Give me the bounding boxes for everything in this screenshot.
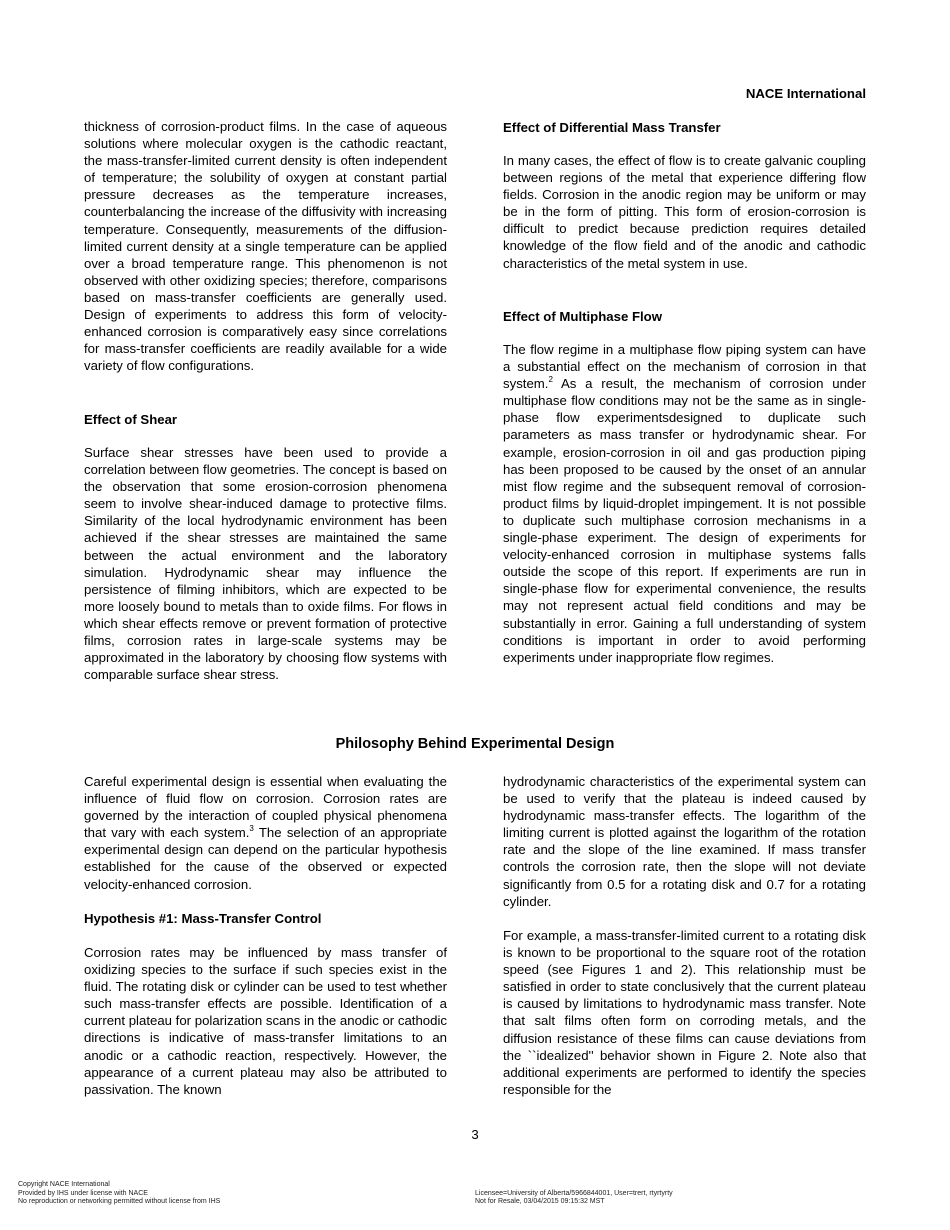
paragraph (503, 341, 866, 666)
footnote-ref: 2 (548, 375, 553, 385)
footer-left (18, 1181, 220, 1207)
text: Careful experimental design is essential when evaluating the influence of fluid flow on corrosion. Corrosion rates are governed by the interaction of coupled physical phenomena that vary with each system. (84, 774, 447, 841)
page-number: 3 (471, 1127, 479, 1142)
text: The flow regime in a multiphase flow piping system can have a substantial effect on the mechanism of corrosion in that system. (503, 342, 866, 392)
footnote-ref: 3 (249, 824, 254, 834)
paragraph: Surface shear stresses have been used to provide a correlation between flow geometries. The concept is based on the observation that some erosion-corrosion phenomena seem to involve shear-induced damage to protective films. Similarity of the local hydrodynamic environment has been achieved if the shear stresses are maintained the same between the actual environment and the laboratory simulation. Hydrodynamic shear may influence the persistence of filming inhibitors, which are expected to be more loosely bound to metals than to oxide films. For flows in which shear effects remove or prevent formation of protective films, corrosion rates in large-scale systems may be approximated in the laboratory by choosing flow systems with comparable surface shear stress. (84, 445, 447, 683)
footer-line: Copyright NACE International (18, 1181, 110, 1188)
footer-line: Licensee=University of Alberta/5966844001, User=trert, rtyrtyrty (475, 1189, 673, 1197)
paragraph: thickness of corrosion-product films. In the case of aqueous solutions where molecular oxygen is the cathodic reactant, the mass-transfer-limited current density is often independent of temperature; the solubility of oxygen at constant partial pressure decreases as the temperature increases, counterbalancing the increase of the diffusivity with increasing temperature. Consequently, measurements of the diffusion-limited current density at a single temperature can be applied over a broad temperature range. This phenomenon is not observed with other oxidizing species; therefore, comparisons based on mass-transfer coefficients are generally used. Design of experiments to address this form of velocity-enhanced corrosion is comparatively easy since correlations for mass-transfer coefficients are readily available for a wide variety of flow configurations. (84, 119, 447, 374)
footer-line: Not for Resale, 03/04/2015 09:15:32 MST (475, 1198, 605, 1205)
footer-line: Provided by IHS under license with NACE (18, 1189, 148, 1197)
section-title: Philosophy Behind Experimental Design (335, 736, 615, 752)
text: The selection of an appropriate experimental design can depend on the particular hypothesis established for the cause of the observed or expected velocity-enhanced corrosion. (84, 825, 447, 892)
section-heading-multiphase: Effect of Multiphase Flow (503, 309, 662, 324)
paragraph: In many cases, the effect of flow is to create galvanic coupling between regions of the metal that experience differing flow fields. Corrosion in the anodic region may be uniform or may be in the form of pitting. This form of erosion-corrosion is difficult to predict because prediction requires detailed knowledge of the flow field and of the anodic and cathodic characteristics of the metal system in use. (503, 153, 866, 271)
section-heading-hypothesis: Hypothesis #1: Mass-Transfer Control (84, 911, 322, 926)
footer-right (475, 1190, 673, 1207)
text: As a result, the mechanism of corrosion under multiphase flow conditions may not be the same as in single-phase flow experimentsdesigned to duplicate such parameters as mass transfer or hydrodynamic shear. For example, erosion-corrosion in oil and gas production piping has been proposed to be caused by the onset of an annular mist flow regime and the subsequent removal of corrosion-product films by liquid-droplet impingement. It is not possible to duplicate such multiphase corrosion mechanisms in a single-phase experiment. The design of experiments for velocity-enhanced corrosion in multiphase systems falls outside the scope of this report. If experiments are run in single-phase flow for experimental convenience, the results may not represent actual field conditions and may be substantially in error. Gaining a full understanding of system conditions is important in order to avoid performing experiments under inappropriate flow regimes. (503, 376, 866, 665)
header-org: NACE International (745, 86, 866, 101)
section-heading-differential: Effect of Differential Mass Transfer (503, 120, 721, 135)
footer-line: No reproduction or networking permitted without license from IHS (18, 1198, 221, 1205)
paragraph: hydrodynamic characteristics of the experimental system can be used to verify that the plateau is indeed caused by hydrodynamic mass-transfer effects. The logarithm of the limiting current is plotted against the logarithm of the rotation rate and the slope of the line examined. If mass transfer controls the corrosion rate, then the slope will not deviate significantly from 0.5 for a rotating disk and 0.7 for a rotating cylinder. (503, 774, 866, 909)
paragraph: For example, a mass-transfer-limited current to a rotating disk is known to be proportional to the square root of the rotation speed (see Figures 1 and 2). This relationship must be satisfied in order to state conclusively that the current plateau is caused by limitations to hydrodynamic mass transfer. Note that salt films often form on corroding metals, and the diffusion resistance of these films can cause deviations from the ``idealized'' behavior shown in Figure 2. Note also that additional experiments are performed to identify the species responsible for the (503, 928, 866, 1097)
paragraph: Corrosion rates may be influenced by mass transfer of oxidizing species to the surface if such species exist in the fluid. The rotating disk or cylinder can be used to test whether such mass-transfer effects are possible. Identification of a current plateau for polarization scans in the anodic or cathodic directions is indicative of mass-transfer limitations to an anodic or a cathodic reaction, respectively. However, the appearance of a current plateau may also be attributed to passivation. The known (84, 945, 447, 1097)
section-heading-shear: Effect of Shear (84, 412, 178, 427)
paragraph (84, 773, 447, 893)
